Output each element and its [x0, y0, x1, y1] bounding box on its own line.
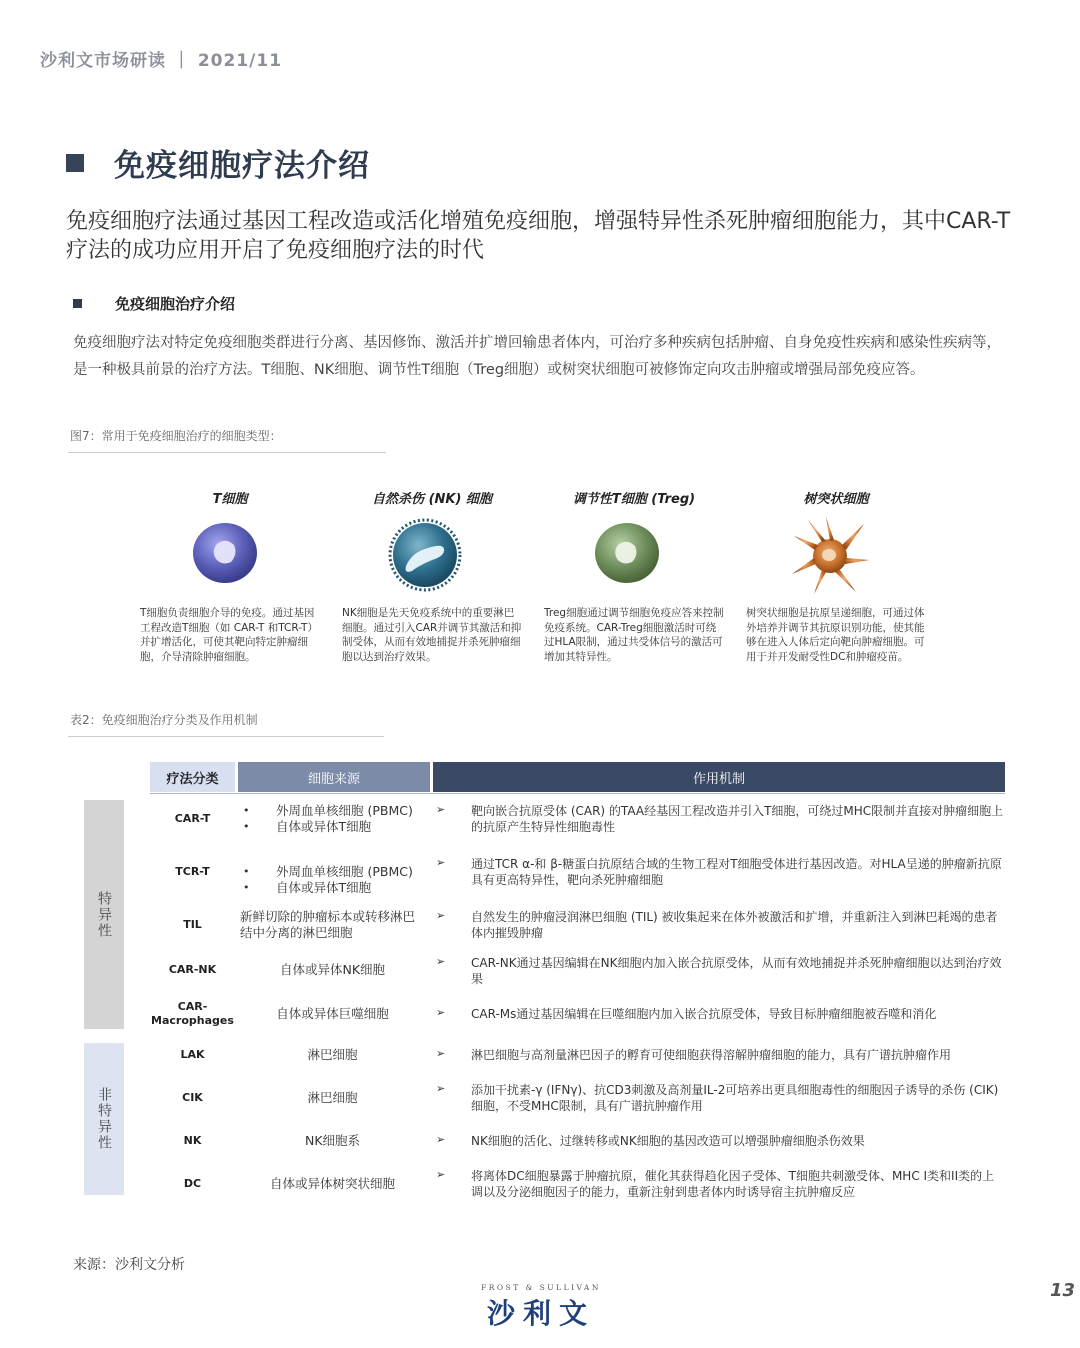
section-title: 免疫细胞疗法介绍 [114, 148, 370, 184]
group-specific [84, 800, 124, 1029]
row-mechanism: 添加干扰素-γ (IFNγ)、抗CD3刺激及高剂量IL-2可培养出更具细胞毒性的细胞因子诱导的杀伤 (CIK) 细胞，不受MHC限制，具有广谱抗肿瘤作用 [471, 1083, 999, 1113]
source-list-item: • 自体或异体T细胞 [240, 819, 425, 835]
row-therapy-name: CAR-T [174, 812, 211, 825]
table-caption: 表2：免疫细胞治疗分类及作用机制 [70, 713, 258, 727]
cell-type-description: NK细胞是先天免疫系统中的重要淋巴细胞。通过引入CAR并调节其激活和抑制受体，从而有效地捕捉并杀死肿瘤细胞以达到治疗效果。 [342, 607, 522, 663]
section-title-row [66, 140, 370, 185]
subsection-square-icon [73, 299, 82, 308]
row-cell-source: NK细胞系 [304, 1133, 361, 1148]
arrow-bullet-icon: ➢ [436, 1006, 446, 1019]
source-list-item: • 外周血单核细胞 (PBMC) [240, 803, 425, 819]
row-cell-source: 新鲜切除的肿瘤标本或转移淋巴结中分离的淋巴细胞 [240, 909, 416, 940]
dendritic-cell-icon [790, 514, 870, 596]
page-number: 13 [1050, 1280, 1076, 1301]
row-mechanism: 自然发生的肿瘤浸润淋巴细胞 (TIL) 被收集起来在体外被激活和扩增，并重新注入到淋巴耗竭的患者体内摧毁肿瘤 [471, 910, 998, 940]
row-cell-source: 淋巴细胞 [307, 1090, 358, 1105]
arrow-bullet-icon: ➢ [436, 955, 446, 968]
nk-cell-icon [388, 518, 462, 592]
source-list-item: • 自体或异体T细胞 [240, 880, 425, 896]
subsection-title-row [73, 293, 235, 314]
figure-caption-divider [68, 452, 386, 453]
arrow-bullet-icon: ➢ [436, 1082, 446, 1095]
cell-type-name: 自然杀伤 (NK) 细胞 [372, 492, 492, 507]
group-nonspecific-label: 非特异性 [96, 1087, 112, 1151]
lead-statement: 免疫细胞疗法通过基因工程改造或活化增殖免疫细胞，增强特异性杀死肿瘤细胞能力，其中CAR-T疗法的成功应用开启了免疫细胞疗法的时代 [66, 209, 1011, 263]
table-header-source: 细胞来源 [238, 762, 430, 792]
row-mechanism: 将离体DC细胞暴露于肿瘤抗原，催化其获得趋化因子受体、T细胞共刺激受体、MHC I类和II类的上调以及分泌细胞因子的能力，重新注射到患者体内时诱导宿主抗肿瘤反应 [471, 1169, 995, 1199]
treg-cell-icon [592, 520, 662, 586]
table-caption-divider [68, 736, 384, 737]
report-header: 沙利文市场研读 ｜ 2021/11 [40, 51, 283, 71]
row-mechanism: CAR-NK通过基因编辑在NK细胞内加入嵌合抗原受体，从而有效地捕捉并杀死肿瘤细胞以达到治疗效果 [471, 956, 1002, 986]
subsection-title: 免疫细胞治疗介绍 [115, 295, 236, 313]
row-cell-source: 自体或异体树突状细胞 [269, 1176, 395, 1191]
logo-english: FROST & SULLIVAN [481, 1283, 601, 1292]
row-cell-source: 自体或异体NK细胞 [279, 962, 386, 977]
row-cell-source [240, 864, 425, 896]
row-mechanism: CAR-Ms通过基因编辑在巨噬细胞内加入嵌合抗原受体，导致目标肿瘤细胞被吞噬和消化 [471, 1007, 937, 1021]
row-cell-source: 淋巴细胞 [307, 1047, 358, 1062]
row-mechanism: 通过TCR α-和 β-糖蛋白抗原结合域的生物工程对T细胞受体进行基因改造。对HLA呈递的肿瘤新抗原具有更高特异性，靶向杀死肿瘤细胞 [471, 857, 1002, 887]
row-therapy-name: TCR-T [175, 865, 210, 878]
row-therapy-name: TIL [183, 918, 202, 931]
figure-caption: 图7：常用于免疫细胞治疗的细胞类型： [70, 429, 282, 443]
cell-type-nk [342, 488, 522, 663]
row-mechanism: NK细胞的活化、过继转移或NK细胞的基因改造可以增强肿瘤细胞杀伤效果 [471, 1134, 865, 1148]
cell-type-dendritic [746, 488, 926, 663]
intro-paragraph: 免疫细胞疗法对特定免疫细胞类群进行分离、基因修饰、激活并扩增回输患者体内，可治疗多种疾病包括肿瘤、自身免疫性疾病和感染性疾病等，是一种极具前景的治疗方法。T细胞、NK细胞、调节性T细胞（Treg细胞）或树突状细胞可被修饰定向攻击肿瘤或增强局部免疫应答。 [73, 335, 1001, 378]
arrow-bullet-icon: ➢ [436, 1047, 446, 1060]
row-therapy-name: CAR-Macrophages [151, 1000, 234, 1027]
arrow-bullet-icon: ➢ [436, 856, 446, 869]
table-header-mechanism: 作用机制 [433, 762, 1005, 792]
cell-type-name: T细胞 [212, 492, 248, 507]
group-specific-label: 特异性 [96, 890, 112, 939]
row-therapy-name: DC [183, 1177, 202, 1190]
table-header-category: 疗法分类 [150, 762, 235, 792]
t-cell-icon [190, 520, 260, 586]
source-note: 来源：沙利文分析 [73, 1257, 185, 1273]
row-cell-source [240, 803, 425, 835]
arrow-bullet-icon: ➢ [436, 1133, 446, 1146]
row-mechanism: 淋巴细胞与高剂量淋巴因子的孵育可使细胞获得溶解肿瘤细胞的能力，具有广谱抗肿瘤作用 [471, 1048, 952, 1062]
row-cell-source: 自体或异体巨噬细胞 [276, 1006, 389, 1021]
arrow-bullet-icon: ➢ [436, 909, 446, 922]
logo-chinese: 沙利文 [486, 1297, 595, 1330]
table-header-divider [150, 793, 1005, 794]
cell-type-name: 树突状细胞 [803, 492, 869, 507]
cell-type-name: 调节性T细胞 (Treg) [572, 492, 696, 507]
row-mechanism: 靶向嵌合抗原受体 (CAR) 的TAA经基因工程改造并引入T细胞，可绕过MHC限制并直接对肿瘤细胞上的抗原产生特异性细胞毒性 [471, 804, 1004, 834]
cell-type-treg [544, 488, 724, 663]
arrow-bullet-icon: ➢ [436, 1168, 446, 1181]
cell-type-t [140, 488, 320, 663]
cell-type-description: 树突状细胞是抗原呈递细胞，可通过体外培养并调节其抗原识别功能，使其能够在进入人体后定向靶向肿瘤细胞。可用于并开发耐受性DC和肿瘤疫苗。 [746, 607, 925, 663]
row-therapy-name: CIK [182, 1091, 203, 1104]
title-square-icon [66, 154, 84, 172]
arrow-bullet-icon: ➢ [436, 803, 446, 816]
cell-type-description: T细胞负责细胞介导的免疫。通过基因工程改造T细胞（如 CAR-T 和TCR-T）并扩增活化，可使其靶向特定肿瘤细胞，介导清除肿瘤细胞。 [140, 607, 318, 663]
row-therapy-name: NK [183, 1134, 202, 1147]
cell-type-description: Treg细胞通过调节细胞免疫应答来控制免疫系统。CAR-Treg细胞激活时可绕过HLA限制，通过共受体信号的激活可增加其特异性。 [544, 607, 724, 663]
row-therapy-name: LAK [180, 1048, 205, 1061]
row-therapy-name: CAR-NK [168, 963, 217, 976]
group-nonspecific [84, 1043, 124, 1195]
source-list-item: • 外周血单核细胞 (PBMC) [240, 864, 425, 880]
